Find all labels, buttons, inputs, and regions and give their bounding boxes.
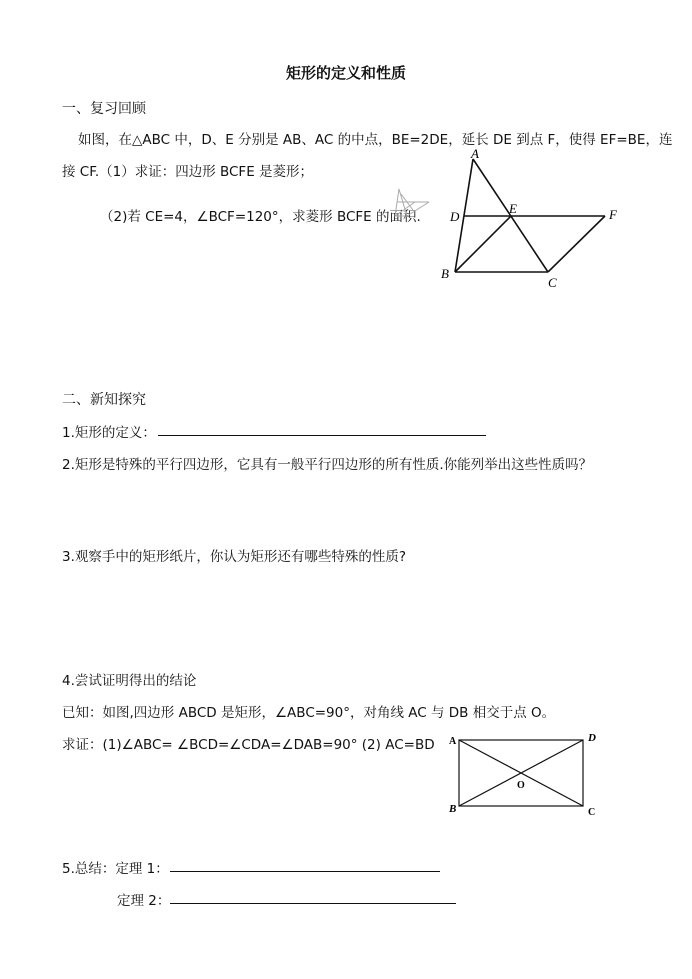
question-2: 2.矩形是特殊的平行四边形，它具有一般平行四边形的所有性质.你能列举出这些性质吗？	[62, 457, 593, 473]
review-paragraph-3: （2)若 CE=4，∠BCF=120°，求菱形 BCFE 的面积.	[100, 209, 421, 225]
question-3: 3.观察手中的矩形纸片，你认为矩形还有哪些特殊的性质?	[62, 549, 407, 565]
answer-line-theorem-2[interactable]	[170, 903, 456, 904]
segment-cf	[548, 216, 605, 272]
answer-line-1[interactable]	[158, 435, 486, 436]
answer-line-theorem-1[interactable]	[170, 871, 440, 872]
label-a: A	[449, 736, 457, 747]
label-e: E	[509, 201, 517, 216]
rectangle-figure	[445, 728, 605, 820]
explore-heading: 二、新知探究	[62, 392, 146, 408]
label-c: C	[548, 275, 557, 290]
segment-be	[455, 216, 511, 272]
label-o: O	[517, 780, 525, 791]
review-heading: 一、复习回顾	[62, 101, 146, 117]
question-1: 1.矩形的定义：	[62, 425, 156, 441]
label-d: D	[450, 209, 460, 224]
label-d: D	[588, 732, 596, 744]
label-a: A	[471, 146, 479, 161]
label-b: B	[441, 266, 449, 281]
small-figure-icon	[393, 186, 433, 220]
summary-theorem-1: 5.总结：定理 1：	[62, 861, 169, 877]
label-c: C	[588, 807, 596, 818]
review-paragraph-1: 如图，在△ABC 中，D、E 分别是 AB、AC 的中点，BE=2DE，延长 DE 到点 F，使得 EF=BE，连	[78, 132, 673, 148]
label-b: B	[449, 803, 457, 815]
page-title: 矩形的定义和性质	[285, 64, 406, 82]
question-4: 4.尝试证明得出的结论	[62, 673, 197, 689]
known-statement: 已知：如图,四边形 ABCD 是矩形，∠ABC=90°，对角线 AC 与 DB 相交于点 O。	[62, 705, 556, 721]
review-paragraph-2: 接 CF.（1）求证：四边形 BCFE 是菱形；	[62, 164, 314, 180]
prove-statement: 求证：(1)∠ABC= ∠BCD=∠CDA=∠DAB=90° (2) AC=BD	[62, 737, 435, 753]
rhombus-figure	[430, 145, 630, 295]
label-f: F	[609, 207, 617, 222]
summary-theorem-2: 定理 2：	[117, 893, 171, 909]
